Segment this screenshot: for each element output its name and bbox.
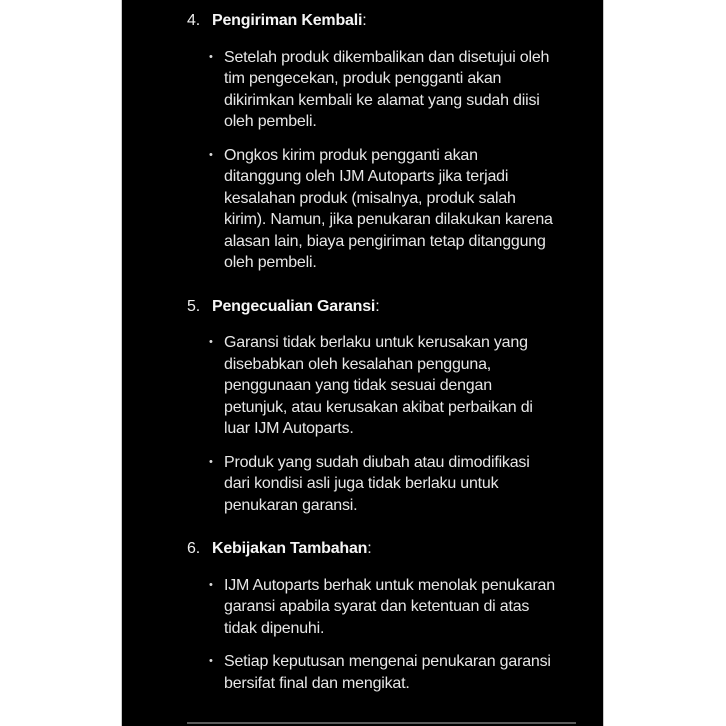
policy-section	[187, 296, 579, 517]
bullet-line: oleh pembeli.	[224, 254, 317, 271]
bullet-line: penggunaan yang tidak sesuai dengan	[224, 377, 492, 394]
bullet-line: kirim). Namun, jika penukaran dilakukan karena	[224, 211, 553, 228]
bullet-text	[224, 575, 555, 640]
bullet-icon: •	[209, 578, 213, 591]
bullet-text	[224, 651, 551, 694]
bullet-line: penukaran garansi.	[224, 496, 358, 514]
bullet-icon: •	[209, 655, 213, 667]
bullet-line: Ongkos kirim produk pengganti akan	[224, 146, 478, 164]
section-number: 5.	[187, 297, 200, 315]
bullet-text	[224, 47, 549, 133]
bullet-item	[187, 651, 579, 694]
section-title-colon: :	[367, 540, 372, 557]
bullet-line: Garansi tidak berlaku untuk kerusakan yang	[224, 334, 528, 351]
bullet-text	[224, 145, 553, 274]
bullet-line: luar IJM Autoparts.	[224, 420, 354, 437]
bullet-icon: •	[209, 336, 213, 348]
bullet-item	[187, 575, 579, 640]
section-heading	[187, 296, 579, 318]
section-number: 4.	[187, 12, 200, 29]
bullet-item	[187, 332, 579, 440]
bullet-line: Setelah produk dikembalikan dan disetujui oleh	[224, 48, 550, 66]
bullet-line: Produk yang sudah diubah atau dimodifikasi	[224, 453, 530, 471]
section-title-colon: :	[362, 12, 367, 29]
bullet-icon: •	[209, 455, 213, 468]
bullet-line: Setiap keputusan mengenai penukaran garansi	[224, 653, 551, 670]
bullet-line: alasan lain, biaya pengiriman tetap ditanggung	[224, 232, 546, 250]
bullet-line: kesalahan produk (misalnya, produk salah	[224, 189, 516, 207]
bullet-item	[187, 145, 579, 274]
bullet-item	[187, 47, 579, 133]
bullet-line: bersifat final dan mengikat.	[224, 674, 410, 692]
section-title: Pengecualian Garansi	[212, 297, 376, 315]
policy-section	[187, 538, 579, 694]
content-divider	[187, 722, 576, 724]
section-number: 6.	[187, 540, 200, 557]
bullet-icon: •	[209, 148, 213, 161]
bullet-line: garansi apabila syarat dan ketentuan di atas	[224, 598, 530, 615]
bullet-item	[187, 452, 579, 517]
section-title-wrap	[212, 538, 372, 560]
section-heading	[187, 10, 579, 32]
bullet-line: tidak dipenuhi.	[224, 619, 325, 637]
bullet-line: dikirimkan kembali ke alamat yang sudah diisi	[224, 91, 540, 109]
bullet-line: oleh pembeli.	[224, 113, 317, 130]
bullet-line: IJM Autoparts berhak untuk menolak penukaran	[224, 576, 555, 594]
section-title: Kebijakan Tambahan	[212, 540, 368, 557]
screenshot-panel	[121, 0, 604, 726]
bullet-text	[224, 452, 530, 517]
bullet-line: tim pengecekan, produk pengganti akan	[224, 70, 502, 87]
section-title: Pengiriman Kembali	[212, 12, 363, 29]
bullet-line: ditanggung oleh IJM Autoparts jika terjadi	[224, 168, 509, 185]
bullet-line: dari kondisi asli juga tidak berlaku untuk	[224, 475, 499, 492]
bullet-line: petunjuk, atau kerusakan akibat perbaikan di	[224, 398, 533, 416]
section-heading	[187, 538, 579, 560]
section-title-wrap	[212, 10, 366, 32]
section-title-colon: :	[375, 297, 380, 315]
policy-section	[187, 10, 579, 274]
bullet-icon: •	[209, 50, 213, 63]
bullet-line: disebabkan oleh kesalahan pengguna,	[224, 355, 492, 373]
policy-content	[187, 10, 579, 706]
bullet-text	[224, 332, 533, 440]
section-title-wrap	[212, 296, 379, 318]
